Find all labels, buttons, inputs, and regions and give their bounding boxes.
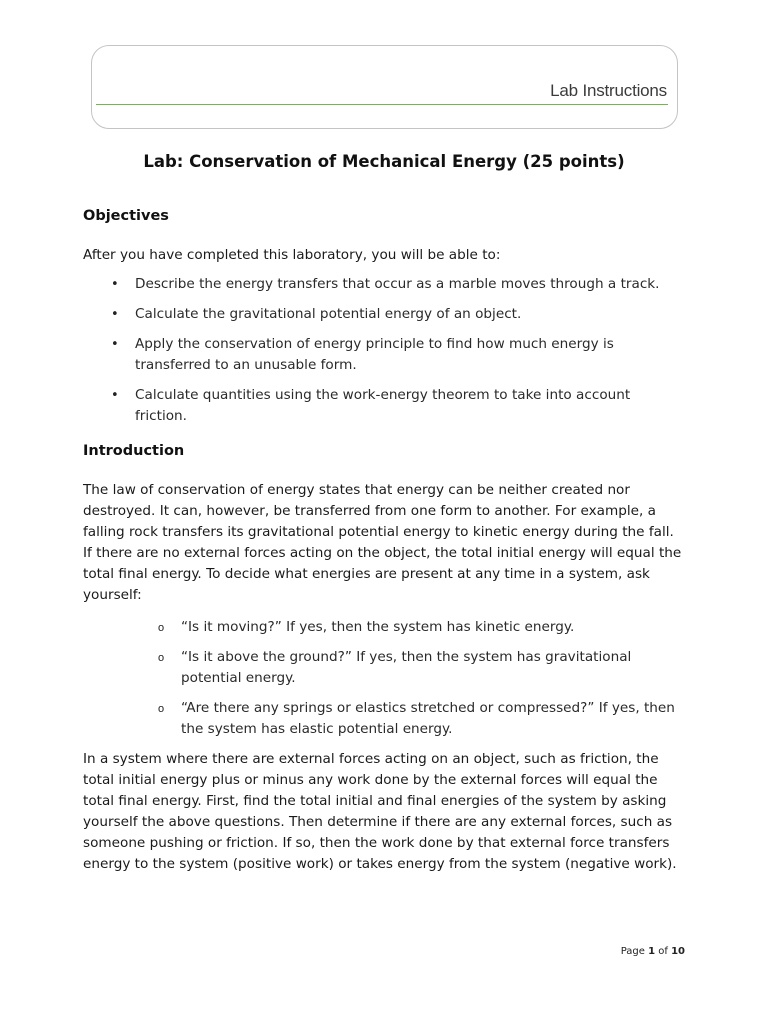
list-item [158, 647, 678, 689]
bullet-icon: • [111, 388, 119, 403]
introduction-paragraph: The law of conservation of energy states that energy can be neither created nor destroyed. It can, however, be transferred from one form to another. For example, a falling rock transfers its gravitational potential energy to kinetic energy during the fall. If there are no external forces acting on the object, the total initial energy will equal the total final energy. To decide what energies are present at any time in a system, ask yourself: [83, 482, 682, 603]
bullet-icon: • [111, 337, 119, 352]
bullet-text: Describe the energy transfers that occur as a marble moves through a track. [135, 276, 660, 292]
list-item [108, 334, 668, 376]
bullet-icon: • [111, 307, 119, 322]
introduction-heading: Introduction [83, 443, 185, 459]
bullet-text: Calculate the gravitational potential energy of an object. [135, 306, 522, 322]
objectives-list [108, 274, 668, 436]
page-label: Page [620, 946, 645, 957]
objectives-heading: Objectives [83, 208, 169, 224]
list-item [108, 274, 668, 295]
page-total: 10 [671, 946, 685, 957]
list-item [158, 617, 678, 638]
circle-bullet-icon: o [158, 622, 165, 634]
page-current: 1 [648, 946, 656, 957]
list-item [108, 385, 668, 427]
circle-bullet-icon: o [158, 652, 165, 664]
questions-list [158, 617, 678, 749]
question-text: “Are there any springs or elastics stretched or compressed?” If yes, then the system has elastic potential energy. [181, 700, 675, 737]
bullet-text: Calculate quantities using the work-energy theorem to take into account friction. [135, 387, 631, 424]
document-title: Lab: Conservation of Mechanical Energy (25 points) [143, 152, 625, 171]
question-text: “Is it above the ground?” If yes, then the system has gravitational potential energy. [181, 649, 632, 686]
question-text: “Is it moving?” If yes, then the system has kinetic energy. [181, 619, 575, 635]
external-forces-paragraph: In a system where there are external forces acting on an object, such as friction, the total initial energy plus or minus any work done by the external forces will equal the total final energy. First, find the total initial and final energies of the system by asking yourself the above questions. Then determine if there are any external forces, such as someone pushing or friction. If so, then the work done by that external force transfers energy to the system (positive work) or takes energy from the system (negative work). [83, 751, 677, 872]
page-header [91, 45, 678, 129]
list-item [158, 698, 678, 740]
bullet-text: Apply the conservation of energy principle to find how much energy is transferred to an unusable form. [135, 336, 614, 373]
list-item [108, 304, 668, 325]
circle-bullet-icon: o [158, 703, 165, 715]
bullet-icon: • [111, 277, 119, 292]
of-label: of [658, 946, 668, 957]
header-divider [96, 104, 668, 105]
objectives-intro: After you have completed this laboratory, you will be able to: [83, 247, 501, 263]
header-title: Lab Instructions [550, 81, 667, 100]
page-number [621, 946, 685, 957]
